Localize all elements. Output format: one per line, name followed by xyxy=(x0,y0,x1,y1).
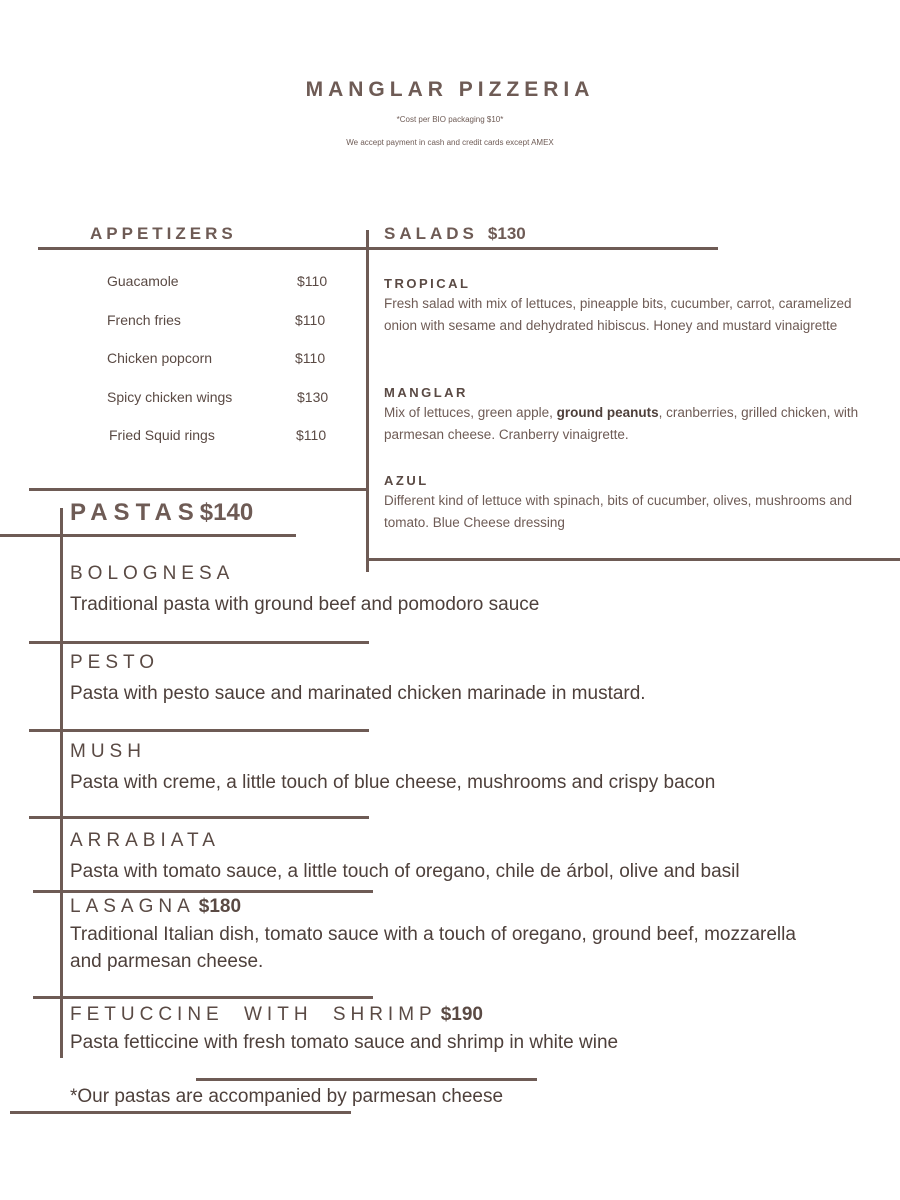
appetizer-name: Chicken popcorn xyxy=(107,350,213,366)
payment-note: We accept payment in cash and credit cards except AMEX xyxy=(346,138,554,147)
restaurant-title: MANGLAR PIZZERIA xyxy=(305,78,595,101)
pasta-divider-4 xyxy=(33,890,373,893)
appetizer-price: $110 xyxy=(295,350,326,366)
pastas-footnote: *Our pastas are accompanied by parmesan cheese xyxy=(70,1086,504,1107)
salad-description-part: , cranberries, grilled chicken, with parmesan cheese. Cranberry vinaigrette. xyxy=(384,405,859,442)
appetizer-name: French fries xyxy=(107,312,181,328)
salads-bottom-divider xyxy=(369,558,900,561)
pasta-name: FETUCCINE WITH SHRIMP xyxy=(70,1004,437,1025)
appetizers-heading: APPETIZERS xyxy=(90,224,237,243)
pasta-name: PESTO xyxy=(70,652,160,673)
pasta-name: LASAGNA xyxy=(70,896,195,917)
appetizer-name: Fried Squid rings xyxy=(109,427,215,443)
pasta-description: Pasta with pesto sauce and marinated chicken marinade in mustard. xyxy=(70,683,646,704)
salad-description xyxy=(384,402,879,446)
pasta-divider-5 xyxy=(33,996,373,999)
salad-description: Fresh salad with mix of lettuces, pineapple bits, cucumber, carrot, caramelized onion with sesame and dehydrated hibiscus. Honey and mustard vinaigrette xyxy=(384,296,852,333)
pasta-name: MUSH xyxy=(70,741,146,762)
salad-description: Different kind of lettuce with spinach, bits of cucumber, olives, mushrooms and tomato. Blue Cheese dressing xyxy=(384,493,852,530)
pasta-divider-1 xyxy=(29,641,369,644)
footnote-bottom-divider xyxy=(10,1111,351,1114)
pasta-description: Pasta with creme, a little touch of blue cheese, mushrooms and crispy bacon xyxy=(70,772,716,793)
pastas-vertical-divider xyxy=(60,508,63,1058)
salads-heading xyxy=(384,224,526,244)
appetizer-price: $130 xyxy=(297,389,329,405)
footnote-top-divider xyxy=(196,1078,537,1081)
salads-heading-label: SALADS xyxy=(384,224,478,243)
appetizers-bottom-divider xyxy=(29,488,366,491)
appetizers-divider xyxy=(38,247,366,250)
salads-price: $130 xyxy=(487,224,526,243)
pasta-description: Traditional pasta with ground beef and pomodoro sauce xyxy=(70,594,540,615)
pastas-heading xyxy=(70,499,253,527)
pastas-price: $140 xyxy=(199,499,254,526)
appetizer-price: $110 xyxy=(295,312,326,328)
packaging-note: *Cost per BIO packaging $10* xyxy=(396,115,504,124)
pasta-description: Pasta with tomato sauce, a little touch of oregano, chile de árbol, olive and basil xyxy=(70,861,740,882)
pastas-heading-label: PASTAS xyxy=(70,499,200,526)
pasta-description: Pasta fetticcine with fresh tomato sauce and shrimp in white wine xyxy=(70,1032,619,1053)
pasta-name-with-price xyxy=(70,1004,483,1026)
salad-description-part: Mix of lettuces, green apple, xyxy=(384,405,557,420)
salad-name: AZUL xyxy=(384,473,429,488)
pastas-divider xyxy=(0,534,296,537)
salad-description-highlight: ground peanuts xyxy=(556,405,659,420)
appetizer-name: Spicy chicken wings xyxy=(107,389,233,405)
pasta-name-with-price xyxy=(70,896,241,918)
center-divider xyxy=(366,230,369,572)
appetizer-price: $110 xyxy=(297,273,328,289)
pasta-price: $180 xyxy=(198,896,242,917)
pasta-description: Traditional Italian dish, tomato sauce with a touch of oregano, ground beef, mozzarella and parmesan cheese. xyxy=(70,924,796,972)
salad-name: TROPICAL xyxy=(384,276,471,291)
pasta-name: ARRABIATA xyxy=(70,830,220,851)
pasta-divider-3 xyxy=(29,816,369,819)
salads-divider xyxy=(369,247,718,250)
appetizer-name: Guacamole xyxy=(107,273,179,289)
appetizer-price: $110 xyxy=(296,427,327,443)
pasta-divider-2 xyxy=(29,729,369,732)
pasta-name: BOLOGNESA xyxy=(70,563,235,584)
salad-name: MANGLAR xyxy=(384,385,468,400)
pasta-price: $190 xyxy=(440,1004,483,1025)
